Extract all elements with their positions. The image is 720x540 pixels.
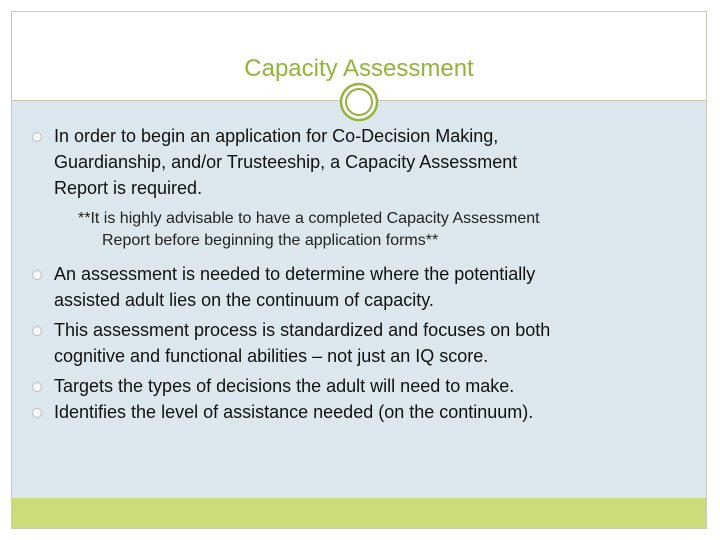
bullet-line: Targets the types of decisions the adult will need to make.	[54, 376, 515, 396]
bullet-text-3	[54, 317, 694, 369]
bullet-dot-icon	[32, 326, 42, 336]
note-line: Report before beginning the application forms**	[102, 232, 439, 249]
bullet-line: Report is required.	[54, 178, 203, 198]
note-line: **It is highly advisable to have a completed Capacity Assessment	[78, 210, 540, 227]
bullet-text-1	[54, 123, 694, 201]
bullet-line: Guardianship, and/or Trusteeship, a Capacity Assessment	[54, 152, 518, 172]
double-circle-icon	[339, 82, 379, 122]
bullet-line: This assessment process is standardized and focuses on both	[54, 320, 551, 340]
bullet-line: An assessment is needed to determine where the potentially	[54, 264, 536, 284]
bullet-dot-icon	[32, 382, 42, 392]
bullet-line: assisted adult lies on the continuum of capacity.	[54, 290, 434, 310]
bullet-text-5	[54, 399, 694, 425]
footer-bar	[12, 498, 706, 528]
bullet-dot-icon	[32, 270, 42, 280]
title-area	[12, 12, 706, 92]
bullet-line: In order to begin an application for Co-Decision Making,	[54, 126, 499, 146]
slide-title: Capacity Assessment	[244, 55, 474, 82]
bullet-dot-icon	[32, 408, 42, 418]
content-area	[12, 101, 706, 498]
bullet-text-4	[54, 373, 694, 399]
note-text	[78, 208, 678, 252]
bullet-text-2	[54, 261, 694, 313]
bullet-dot-icon	[32, 132, 42, 142]
bullet-line: Identifies the level of assistance needed (on the continuum).	[54, 402, 534, 422]
bullet-line: cognitive and functional abilities – not just an IQ score.	[54, 346, 489, 366]
